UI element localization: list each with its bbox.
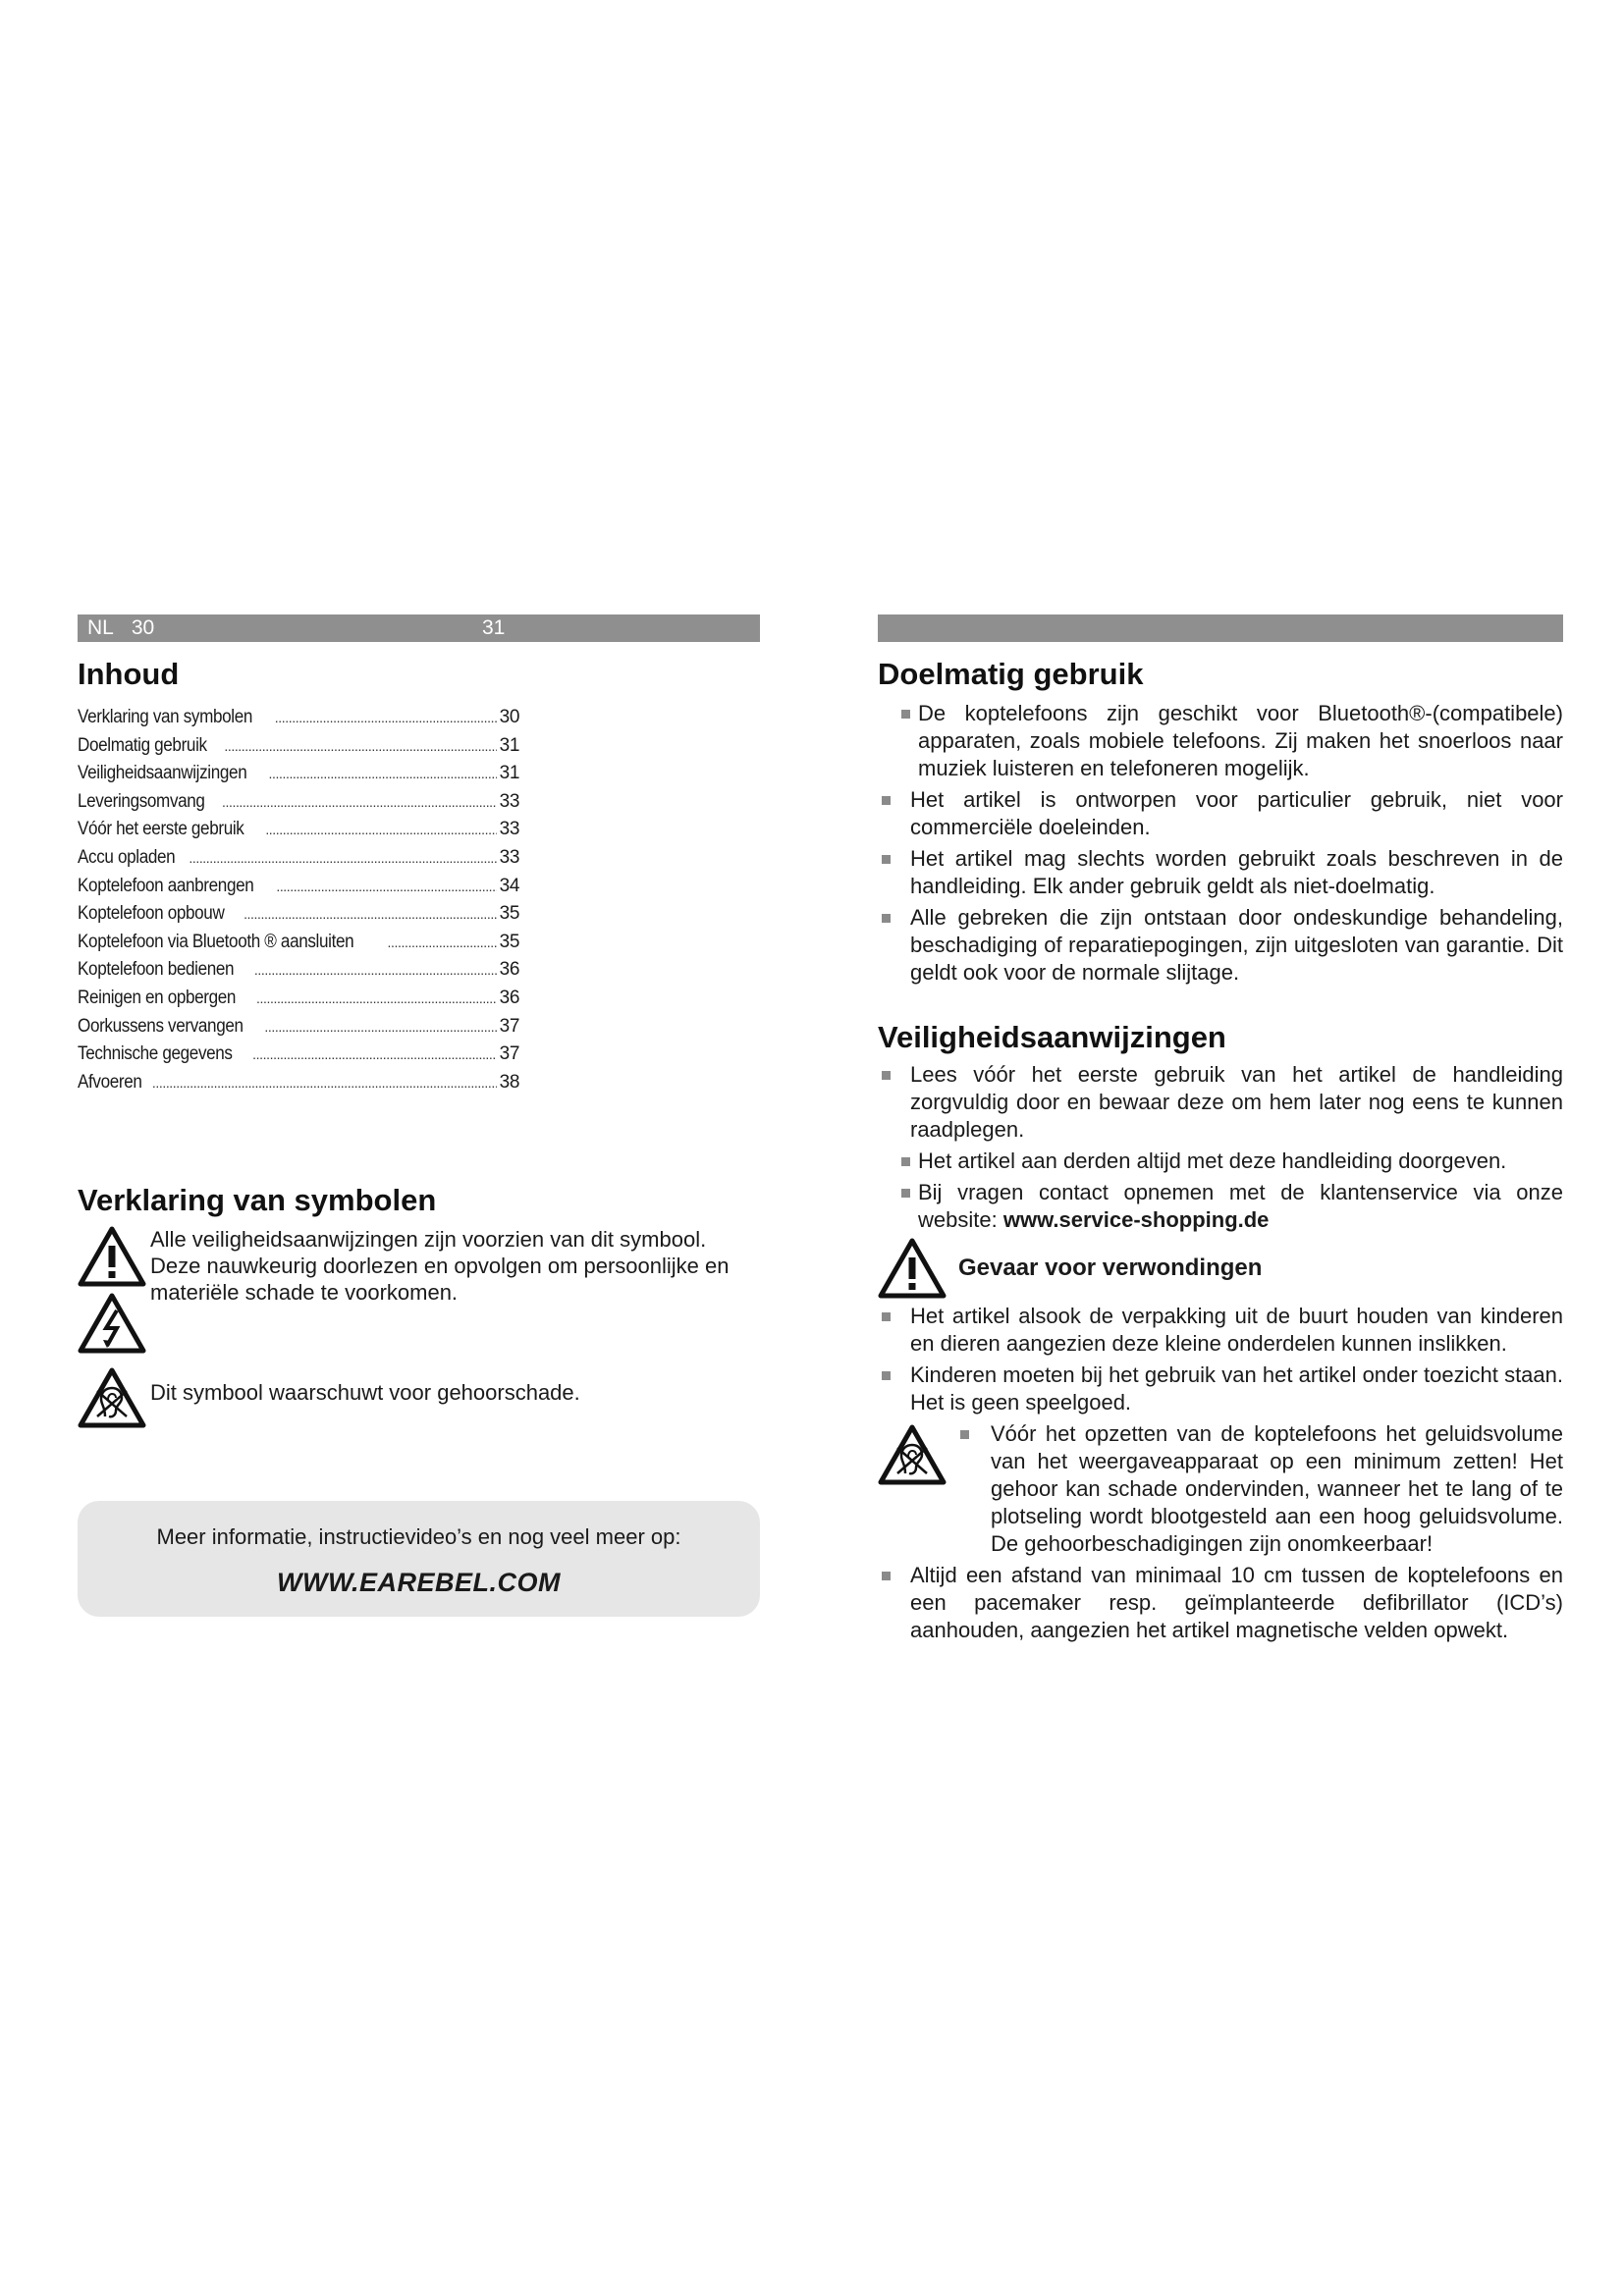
usage-list — [878, 700, 1563, 987]
usage-title: Doelmatig gebruik — [878, 657, 1144, 691]
toc-row[interactable] — [78, 844, 519, 873]
list-item: Het artikel is ontworpen voor particulier gebruik, niet voor commerciële doeleinden. — [878, 786, 1563, 841]
danger-heading — [878, 1238, 1563, 1299]
toc-entry-page: 37 — [499, 1015, 519, 1037]
toc-row[interactable] — [78, 1041, 519, 1069]
language-label: NL — [87, 616, 114, 639]
toc-entry-page: 37 — [499, 1043, 519, 1065]
toc-leader-dots — [254, 957, 497, 985]
toc-leader-dots — [244, 901, 497, 929]
page-header-bar — [78, 614, 760, 642]
info-box-text: Meer informatie, instructievideo’s en nog veel meer op: — [156, 1524, 681, 1549]
toc-entry-page: 33 — [499, 819, 519, 840]
toc-entry-title: Accu opladen — [78, 846, 176, 868]
toc-entry-page: 34 — [499, 875, 519, 896]
list-item: Het artikel alsook de verpakking uit de buurt houden van kinderen en dieren aangezien deze kleine onderdelen kunnen inslikken. — [878, 1303, 1563, 1358]
toc-entry-title: Vóór het eerste gebruik — [78, 819, 244, 840]
toc-row[interactable] — [78, 985, 519, 1013]
safety-title: Veiligheidsaanwijzingen — [878, 1020, 1226, 1054]
toc-row[interactable] — [78, 760, 519, 788]
toc-leader-dots — [276, 874, 496, 901]
page-number: 30 — [131, 616, 155, 639]
toc-leader-dots — [224, 733, 496, 761]
toc-entry-page: 35 — [499, 931, 519, 952]
toc-leader-dots — [152, 1070, 497, 1097]
toc-entry-page: 36 — [499, 959, 519, 981]
left-page — [78, 614, 760, 1597]
page-header-bar-right — [878, 614, 1563, 642]
toc-leader-dots — [269, 761, 497, 788]
hearing-warning-block — [878, 1420, 1563, 1558]
toc-leader-dots — [252, 1041, 497, 1069]
warning-triangle-icon — [878, 1238, 947, 1299]
toc-entry-page: 30 — [499, 707, 519, 727]
right-page — [878, 614, 1563, 1644]
danger-title: Gevaar voor verwondingen — [958, 1255, 1263, 1281]
toc-entry-title: Verklaring van symbolen — [78, 707, 253, 727]
toc-row[interactable] — [78, 956, 519, 985]
website-link[interactable]: www.service-shopping.de — [1002, 1207, 1270, 1232]
toc-entry-title: Koptelefoon via Bluetooth ® aansluiten — [78, 931, 354, 952]
toc-leader-dots — [275, 705, 497, 732]
toc-leader-dots — [256, 986, 497, 1013]
toc-entry-title: Reinigen en opbergen — [78, 987, 237, 1008]
list-item: Het artikel mag slechts worden gebruikt zoals beschreven in de handleiding. Elk ander gebruik geldt als niet-doelmatig. — [878, 845, 1563, 900]
table-of-contents — [78, 704, 760, 1096]
electric-hazard-icon — [78, 1293, 146, 1354]
toc-entry-page: 31 — [499, 734, 519, 756]
list-item: Alle gebreken die zijn ontstaan door ondeskundige behandeling, beschadiging of reparatiepogingen, zijn uitgesloten van garantie. Dit geldt ook voor de normale slijtage. — [878, 904, 1563, 987]
toc-entry-title: Doelmatig gebruik — [78, 734, 207, 756]
toc-row[interactable] — [78, 1013, 519, 1041]
hearing-symbol-row — [78, 1367, 760, 1428]
toc-leader-dots — [189, 845, 496, 873]
list-item: Lees vóór het eerste gebruik van het artikel de handleiding zorgvuldig door en bewaar deze om hem later nog eens te kunnen raadplegen. — [878, 1061, 1563, 1144]
toc-entry-title: Technische gegevens — [78, 1043, 233, 1065]
toc-entry-title: Koptelefoon opbouw — [78, 903, 225, 925]
toc-entry-title: Veiligheidsaanwijzingen — [78, 763, 247, 784]
danger-list — [878, 1303, 1563, 1416]
toc-entry-page: 38 — [499, 1071, 519, 1093]
toc-entry-title: Koptelefoon aanbrengen — [78, 875, 254, 896]
list-item: De koptelefoons zijn geschikt voor Bluetooth®-(compatibele) apparaten, zoals mobiele telefoons. Zij maken het snoerloos naar muziek luisteren en telefoneren mogelijk. — [878, 700, 1563, 782]
list-item: Het artikel aan derden altijd met deze handleiding doorgeven. — [878, 1148, 1563, 1175]
info-box-url[interactable]: WWW.EAREBEL.COM — [277, 1568, 561, 1597]
toc-entry-page: 31 — [499, 763, 519, 784]
toc-entry-page: 35 — [499, 903, 519, 925]
toc-row[interactable] — [78, 929, 519, 957]
toc-entry-page: 33 — [499, 790, 519, 812]
toc-entry-page: 36 — [499, 987, 519, 1008]
toc-row[interactable] — [78, 900, 519, 929]
toc-entry-title: Afvoeren — [78, 1071, 142, 1093]
symbols-title: Verklaring van symbolen — [78, 1183, 437, 1218]
warning-triangle-icon — [78, 1226, 146, 1287]
toc-leader-dots — [388, 930, 497, 957]
list-item: Bij vragen contact opnemen met de klantenservice via onze website: www.service-shopping.de — [878, 1179, 1563, 1234]
toc-entry-title: Oorkussens vervangen — [78, 1015, 244, 1037]
hearing-damage-icon — [78, 1367, 146, 1428]
hearing-damage-icon — [878, 1424, 947, 1485]
list-item: Kinderen moeten bij het gebruik van het artikel onder toezicht staan. Het is geen speelgoed. — [878, 1362, 1563, 1416]
toc-row[interactable] — [78, 732, 519, 761]
info-box — [78, 1501, 760, 1617]
toc-entry-title: Koptelefoon bedienen — [78, 959, 235, 981]
toc-row[interactable] — [78, 704, 519, 732]
warning-symbol-row — [78, 1226, 760, 1354]
toc-title: Inhoud — [78, 657, 180, 691]
warning-symbol-text: Alle veiligheidsaanwijzingen zijn voorzien van dit symbool. Deze nauwkeurig doorlezen en opvolgen om persoonlijke en materiële schade te voorkomen. — [150, 1227, 730, 1306]
toc-leader-dots — [264, 1014, 496, 1041]
toc-row[interactable] — [78, 1069, 519, 1097]
toc-leader-dots — [222, 789, 497, 817]
toc-entry-page: 33 — [499, 846, 519, 868]
toc-row[interactable] — [78, 816, 519, 844]
page-number-next: 31 — [482, 616, 506, 639]
hearing-symbol-text: Dit symbool waarschuwt voor gehoorschade. — [150, 1380, 580, 1406]
toc-row[interactable] — [78, 788, 519, 817]
list-item: Altijd een afstand van minimaal 10 cm tussen de koptelefoons en een pacemaker resp. geïmplanteerde defibrillator (ICD’s) aanhouden, aangezien het artikel magnetische velden opwekt. — [878, 1562, 1563, 1644]
safety-list — [878, 1061, 1563, 1234]
toc-entry-title: Leveringsomvang — [78, 790, 205, 812]
toc-row[interactable] — [78, 873, 519, 901]
list-item: Vóór het opzetten van de koptelefoons het geluidsvolume van het weergaveapparaat op een minimum zetten! Het gehoor kan schade ondervinden, wanneer het te lang of te plotseling wordt blootgesteld aan een hoog geluidsvolume. De gehoorbeschadigingen zijn onomkeerbaar! — [878, 1420, 1563, 1558]
toc-leader-dots — [265, 817, 496, 844]
